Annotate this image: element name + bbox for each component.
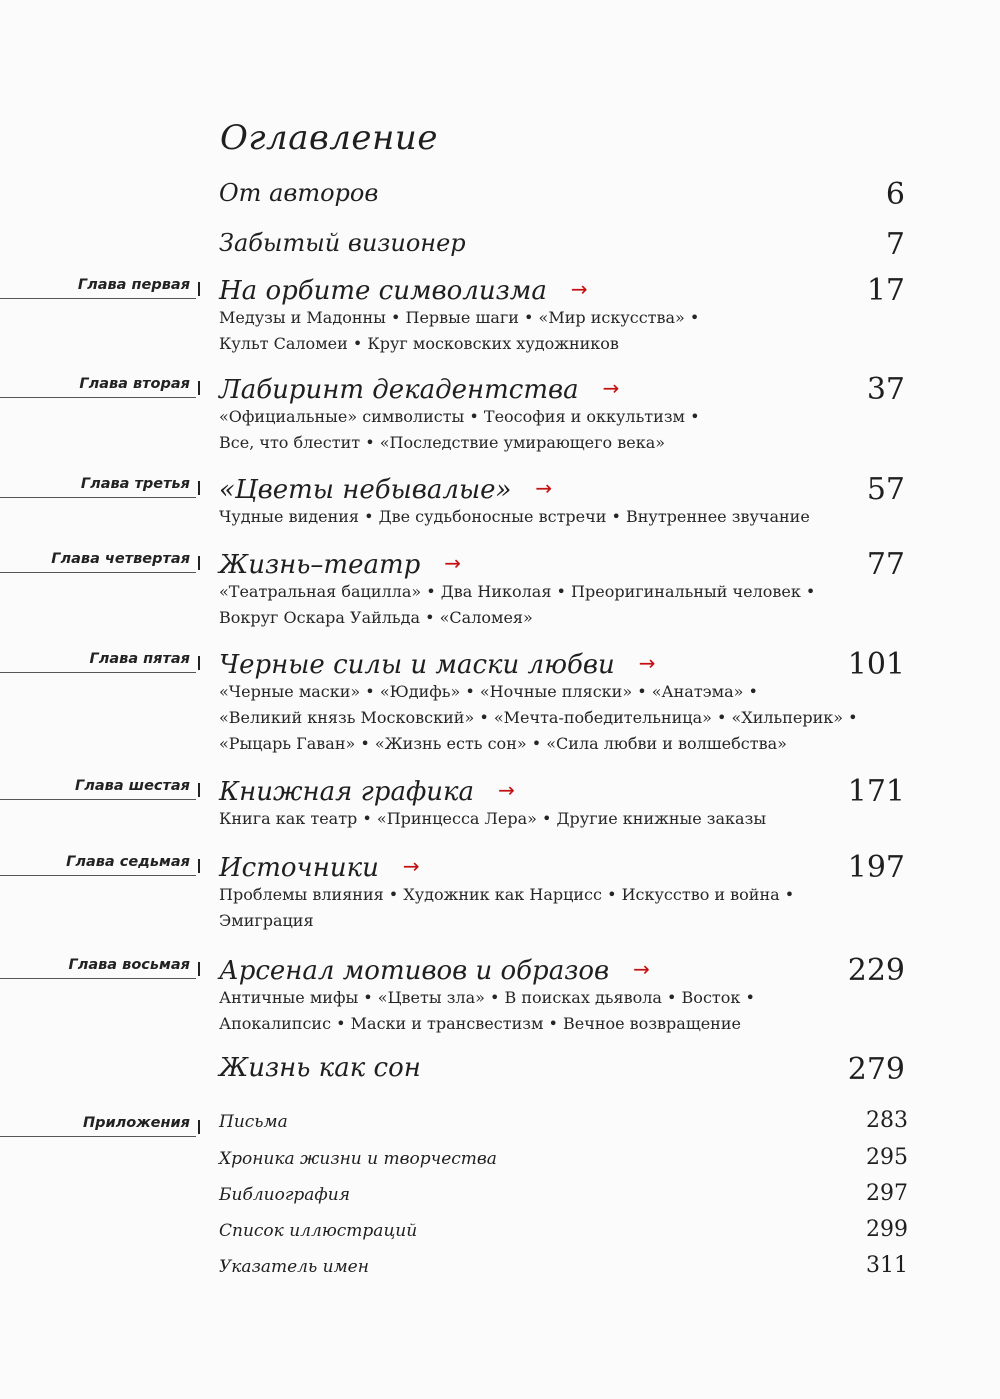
chapter-rule xyxy=(0,397,196,398)
arrow-right-icon: → xyxy=(402,854,420,878)
chapter-marker xyxy=(198,556,200,570)
arrow-right-icon: → xyxy=(535,476,553,500)
chapter-marker xyxy=(198,783,200,797)
chapter-label: Глава четвертая xyxy=(51,551,190,567)
appendix-label: Приложения xyxy=(82,1115,190,1131)
arrow-right-icon: → xyxy=(638,651,656,675)
chapter-sections xyxy=(219,579,879,631)
chapter-title: «Цветы небывалые» → xyxy=(219,471,552,507)
appendix-item-title: Список иллюстраций xyxy=(219,1221,418,1241)
section-line: Медузы и Мадонны • Первые шаги • «Мир искусства» • xyxy=(219,308,700,327)
arrow-right-icon: → xyxy=(633,957,650,981)
arrow-right-icon: → xyxy=(570,277,588,301)
chapter-marker xyxy=(198,962,200,976)
chapter-label: Глава пятая xyxy=(89,651,190,667)
chapter-marker xyxy=(198,859,200,873)
entry-title: Забытый визионер xyxy=(219,229,466,257)
arrow-right-icon: → xyxy=(498,778,515,802)
page-number: 197 xyxy=(847,850,905,885)
chapter-marker xyxy=(198,381,200,395)
section-line: Античные мифы • «Цветы зла» • В поисках дьявола • Восток • xyxy=(219,988,755,1007)
chapter-label: Глава третья xyxy=(80,476,190,492)
section-line: Проблемы влияния • Художник как Нарцисс • Искусство и война • xyxy=(219,885,795,904)
section-line: «Театральная бацилла» • Два Николая • Преоригинальный человек • xyxy=(219,582,816,601)
chapter-rule xyxy=(0,572,196,573)
chapter-marker xyxy=(198,656,200,670)
section-line: Культ Саломеи • Круг московских художников xyxy=(219,334,619,353)
section-line: Вокруг Оскара Уайльда • «Саломея» xyxy=(219,608,533,627)
section-line: Чудные видения • Две судьбоносные встречи • Внутреннее звучание xyxy=(219,507,810,526)
page-number: 101 xyxy=(847,647,905,682)
section-line: «Великий князь Московский» • «Мечта-победительница» • «Хильперик» • xyxy=(219,708,858,727)
chapter-label: Глава вторая xyxy=(79,376,190,392)
chapter-rule xyxy=(0,978,196,979)
chapter-label: Глава седьмая xyxy=(66,854,190,870)
chapter-marker xyxy=(198,481,200,495)
arrow-right-icon: → xyxy=(444,551,462,575)
chapter-label: Глава первая xyxy=(77,277,190,293)
appendix-marker xyxy=(198,1120,200,1134)
page-number: 6 xyxy=(885,177,905,212)
chapter-sections xyxy=(219,679,879,757)
appendix-item-title: Письма xyxy=(219,1112,288,1132)
chapter-sections xyxy=(219,404,879,456)
chapter-sections xyxy=(219,504,879,530)
chapter-label: Глава восьмая xyxy=(68,957,190,973)
chapter-sections xyxy=(219,985,879,1037)
toc-title: Оглавление xyxy=(220,118,438,158)
page-number: 283 xyxy=(866,1108,908,1133)
chapter-rule xyxy=(0,497,196,498)
chapter-marker xyxy=(198,282,200,296)
appendix-item-title: Указатель имен xyxy=(219,1257,369,1277)
entry-title: Жизнь как сон xyxy=(219,1053,421,1083)
chapter-sections xyxy=(219,305,879,357)
page-number: 7 xyxy=(885,227,905,262)
page-number: 311 xyxy=(866,1253,908,1278)
chapter-title: Жизнь–театр → xyxy=(219,546,461,582)
page-number: 77 xyxy=(866,547,905,582)
chapter-title: Черные силы и маски любви → xyxy=(219,646,656,682)
entry-title: От авторов xyxy=(219,179,379,207)
page-number: 57 xyxy=(866,472,905,507)
section-line: Апокалипсис • Маски и трансвестизм • Вечное возвращение xyxy=(219,1014,741,1033)
chapter-rule xyxy=(0,298,196,299)
chapter-label: Глава шестая xyxy=(75,778,190,794)
appendix-rule xyxy=(0,1136,196,1137)
section-line: «Рыцарь Гаван» • «Жизнь есть сон» • «Сила любви и волшебства» xyxy=(219,734,787,753)
section-line: Эмиграция xyxy=(219,911,314,930)
chapter-title: Источники → xyxy=(219,849,420,885)
section-line: «Черные маски» • «Юдифь» • «Ночные пляски» • «Анатэма» • xyxy=(219,682,758,701)
chapter-sections xyxy=(219,882,879,934)
arrow-right-icon: → xyxy=(602,376,620,400)
appendix-item-title: Библиография xyxy=(219,1185,350,1205)
chapter-title: Лабиринт декадентства → xyxy=(219,371,619,407)
chapter-sections xyxy=(219,806,879,832)
page-number: 171 xyxy=(847,774,905,809)
page-number: 279 xyxy=(847,1052,905,1087)
page-number: 17 xyxy=(866,273,905,308)
section-line: Все, что блестит • «Последствие умирающего века» xyxy=(219,433,666,452)
chapter-title: Книжная графика → xyxy=(219,773,515,809)
chapter-rule xyxy=(0,799,196,800)
page-number: 299 xyxy=(866,1217,908,1242)
chapter-title: Арсенал мотивов и образов → xyxy=(219,952,650,988)
section-line: «Официальные» символисты • Теософия и оккультизм • xyxy=(219,407,700,426)
chapter-rule xyxy=(0,875,196,876)
page-number: 297 xyxy=(866,1181,908,1206)
page-number: 37 xyxy=(866,372,905,407)
section-line: Книга как театр • «Принцесса Лера» • Другие книжные заказы xyxy=(219,809,767,828)
appendix-item-title: Хроника жизни и творчества xyxy=(219,1149,497,1169)
page-number: 229 xyxy=(847,953,905,988)
chapter-title: На орбите символизма → xyxy=(219,272,588,308)
page-number: 295 xyxy=(866,1145,908,1170)
chapter-rule xyxy=(0,672,196,673)
